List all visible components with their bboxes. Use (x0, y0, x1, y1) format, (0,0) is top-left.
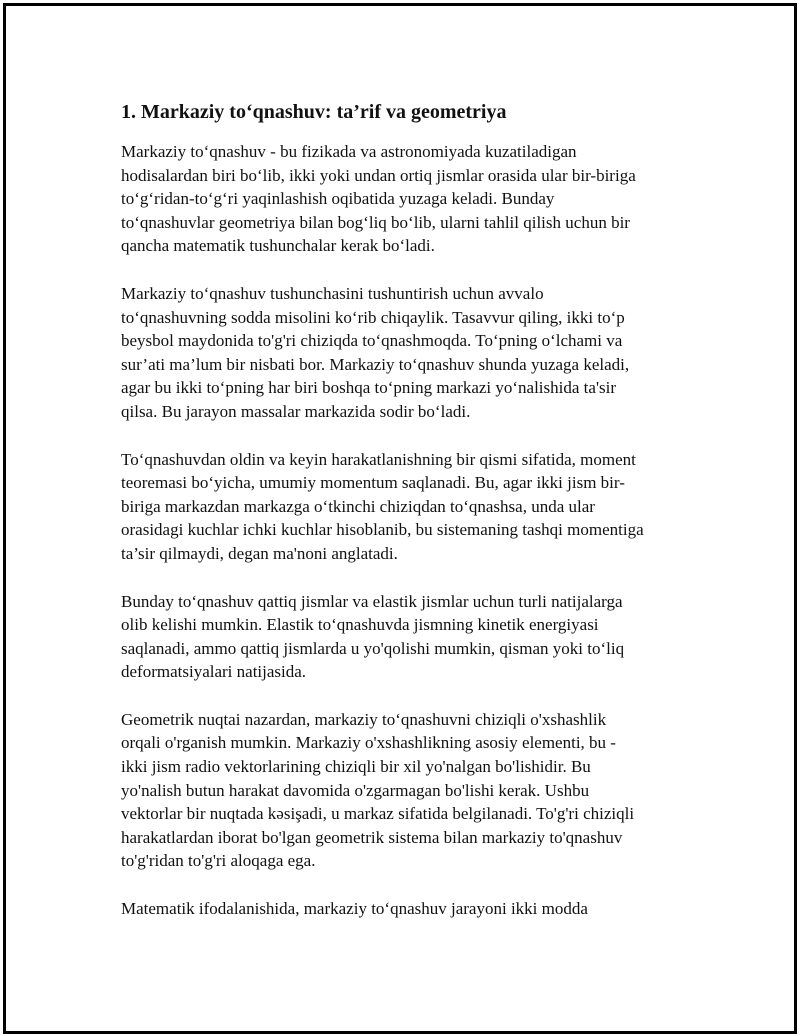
text-line: orqali o'rganish mumkin. Markaziy o'xshashlikning asosiy elementi, bu - (121, 733, 616, 753)
text-line: teoremasi bo‘yicha, umumiy momentum saqlanadi. Bu, agar ikki jism bir- (121, 473, 625, 493)
text-line: to'g'ridan to'g'ri aloqaga ega. (121, 851, 316, 871)
page-frame (3, 3, 797, 1034)
section-heading: 1. Markaziy to‘qnashuv: ta’rif va geometriya (121, 101, 507, 123)
text-line: qilsa. Bu jarayon massalar markazida sodir bo‘ladi. (121, 401, 471, 421)
text-line: to‘qnashuvlar geometriya bilan bog‘liq bo‘lib, ularni tahlil qilish uchun bir (121, 212, 630, 232)
text-line: Markaziy to‘qnashuv tushunchasini tushuntirish uchun avvalo (121, 283, 544, 303)
document-body (121, 98, 696, 945)
text-line: Geometrik nuqtai nazardan, markaziy to‘qnashuvni chiziqli o'xshashlik (121, 709, 607, 729)
text-line: to‘g‘ridan-to‘g‘ri yaqinlashish oqibatida yuzaga keladi. Bunday (121, 189, 555, 209)
text-line: hodisalardan biri bo‘lib, ikki yoki undan ortiq jismlar orasida ular bir-biriga (121, 165, 636, 185)
text-line: sur’ati ma’lum bir nisbati bor. Markaziy to‘qnashuv shunda yuzaga keladi, (121, 354, 630, 374)
text-line: agar bu ikki to‘pning har biri boshqa to‘pning markazi yo‘nalishida ta'sir (121, 378, 617, 398)
paragraph-4 (121, 590, 696, 684)
text-line: yo'nalish butun harakat davomida o'zgarmagan bo'lishi kerak. Ushbu (121, 780, 590, 800)
text-line: vektorlar bir nuqtada kəsişadi, u markaz sifatida belgilanadi. To'g'ri chiziqli (121, 804, 635, 824)
paragraph-1 (121, 140, 696, 258)
text-line: to‘qnashuvning sodda misolini ko‘rib chiqaylik. Tasavvur qiling, ikki to‘p (121, 307, 625, 327)
text-line: qancha matematik tushunchalar kerak bo‘ladi. (121, 236, 435, 256)
text-line: deformatsiyalari natijasida. (121, 662, 307, 682)
paragraph-5 (121, 708, 696, 873)
text-line: saqlanadi, ammo qattiq jismlarda u yo'qolishi mumkin, qisman yoki to‘liq (121, 638, 625, 658)
text-line: Matematik ifodalanishida, markaziy to‘qnashuv jarayoni ikki modda (121, 899, 588, 919)
text-line: beysbol maydonida to'g'ri chiziqda to‘qnashmoqda. To‘pning o‘lchami va (121, 331, 623, 351)
paragraph-3 (121, 448, 696, 566)
text-line: To‘qnashuvdan oldin va keyin harakatlanishning bir qismi sifatida, moment (121, 449, 636, 469)
text-line: harakatlardan iborat bo'lgan geometrik sistema bilan markaziy to'qnashuv (121, 827, 623, 847)
text-line: biriga markazdan markazga o‘tkinchi chiziqdan to‘qnashsa, unda ular (121, 496, 595, 516)
text-line: ta’sir qilmaydi, degan ma'noni anglatadi. (121, 543, 398, 563)
paragraph-2 (121, 282, 696, 424)
text-line: Markaziy to‘qnashuv - bu fizikada va astronomiyada kuzatiladigan (121, 142, 577, 161)
text-line: orasidagi kuchlar ichki kuchlar hisoblanib, bu sistemaning tashqi momentiga (121, 520, 644, 540)
text-line: ikki jism radio vektorlarining chiziqli bir xil yo'nalgan bo'lishidir. Bu (121, 757, 591, 777)
paragraph-6 (121, 897, 696, 921)
text-line: Bunday to‘qnashuv qattiq jismlar va elastik jismlar uchun turli natijalarga (121, 591, 623, 611)
text-line: olib kelishi mumkin. Elastik to‘qnashuvda jismning kinetik energiyasi (121, 615, 599, 635)
